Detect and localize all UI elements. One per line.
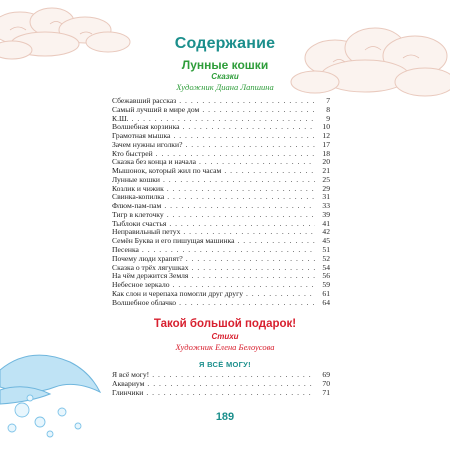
toc-entry-title: Почему люди храпят? xyxy=(112,253,183,263)
toc-entry-page: 17 xyxy=(322,139,330,149)
toc-dot-leader xyxy=(173,132,315,141)
page-title: Содержание xyxy=(174,35,276,52)
toc-dot-leader xyxy=(191,272,315,281)
section-illustrator-credit: Художник Диана Лапшина xyxy=(176,82,274,92)
toc-entry-title: Песенка xyxy=(112,245,139,255)
toc-entry-page: 29 xyxy=(322,183,330,193)
toc-entry-title: Семён Буква и его пишущая машинка xyxy=(112,236,235,246)
toc-entry-title: Мышонок, который жил по часам xyxy=(112,166,222,176)
toc-entry-page: 64 xyxy=(322,297,330,307)
toc-entry-page: 39 xyxy=(322,209,330,219)
section-subtitle-skazki: Сказки xyxy=(211,72,239,81)
toc-dot-leader xyxy=(224,167,315,176)
toc-entry-title: Тыблоки счастья xyxy=(112,218,167,228)
toc-entry-page: 9 xyxy=(326,113,330,123)
toc-entry-title: Флюм-пам-пам xyxy=(112,201,162,211)
toc-dot-leader xyxy=(167,185,315,194)
toc-dot-leader xyxy=(237,237,315,246)
toc-section-1 xyxy=(112,97,330,307)
toc-entry-title: Лунные кошки xyxy=(112,174,160,184)
toc-entry-title: На чём держится Земля xyxy=(112,271,189,281)
toc-entry-title: Сказка без конца и начала xyxy=(112,157,196,167)
toc-entry-title: Глинчики xyxy=(112,387,144,397)
toc-section-2 xyxy=(112,371,330,397)
toc-entry-page: 12 xyxy=(322,131,330,141)
toc-dot-leader xyxy=(152,371,315,380)
toc-dot-leader xyxy=(192,264,315,273)
toc-dot-leader xyxy=(164,202,315,211)
toc-dot-leader xyxy=(169,220,315,229)
toc-entry-page: 52 xyxy=(322,253,330,263)
toc-entry-title: К.Ш. xyxy=(112,113,129,123)
toc-dot-leader xyxy=(185,141,315,150)
toc-entry-page: 10 xyxy=(322,122,330,132)
section-subtitle-stikhi: Стихи xyxy=(211,332,239,341)
toc-dot-leader xyxy=(167,211,315,220)
toc-dot-leader xyxy=(167,193,315,202)
toc-dot-leader xyxy=(183,123,315,132)
toc-entry xyxy=(112,106,330,115)
section-title-takoy-bolshoy-podarok: Такой большой подарок! xyxy=(153,318,297,330)
toc-entry-page: 45 xyxy=(322,236,330,246)
subsection-title: Я ВСЁ МОГУ! xyxy=(199,360,251,369)
toc-entry-title: Самый лучший в мире дом xyxy=(112,104,200,114)
toc-entry-page: 59 xyxy=(322,280,330,290)
toc-dot-leader xyxy=(186,255,315,264)
toc-entry xyxy=(112,380,330,389)
toc-entry-page: 41 xyxy=(322,218,330,228)
toc-entry-title: Волшебное облачко xyxy=(112,297,177,307)
toc-entry-page: 56 xyxy=(322,271,330,281)
toc-dot-leader xyxy=(146,389,315,398)
toc-entry-page: 21 xyxy=(322,166,330,176)
page-number: 189 xyxy=(215,411,235,423)
toc-entry-title: Волшебная корзинка xyxy=(112,122,180,132)
toc-entry-page: 20 xyxy=(322,157,330,167)
toc-entry-title: Грамотная мышка xyxy=(112,131,171,141)
toc-entry-page: 54 xyxy=(322,262,330,272)
toc-entry-title: Козлик и чижик xyxy=(112,183,164,193)
toc-entry-page: 8 xyxy=(326,104,330,114)
toc-entry-page: 51 xyxy=(322,245,330,255)
toc-entry xyxy=(112,237,330,246)
toc-dot-leader xyxy=(202,106,315,115)
toc-entry-page: 33 xyxy=(322,201,330,211)
toc-entry-title: Я всё могу! xyxy=(112,370,150,379)
section-title-lunnye-koshki: Лунные кошки xyxy=(181,58,269,72)
toc-entry-page: 25 xyxy=(322,174,330,184)
toc-entry-title: Свинка-копилка xyxy=(112,192,165,202)
toc-dot-leader xyxy=(246,290,315,299)
toc-entry-page: 42 xyxy=(322,227,330,237)
toc-entry-page: 69 xyxy=(322,370,330,379)
toc-entry-page: 71 xyxy=(322,387,330,397)
toc-dot-leader xyxy=(179,97,315,106)
toc-entry xyxy=(112,299,330,308)
toc-entry-page: 61 xyxy=(322,288,330,298)
toc-entry-title: Аквариум xyxy=(112,378,145,388)
toc-entry-title: Небесное зеркало xyxy=(112,280,170,290)
toc-entry-title: Сказка о трёх лягушках xyxy=(112,262,189,272)
toc-entry-title: Как слон и черепаха помогли друг другу xyxy=(112,288,243,298)
toc-dot-leader xyxy=(163,176,315,185)
toc-entry-page: 18 xyxy=(322,148,330,158)
toc-entry-title: Тигр в клеточку xyxy=(112,209,164,219)
section-illustrator-credit: Художник Елена Белоусова xyxy=(175,342,275,352)
toc-entry-title: Кто быстрей xyxy=(112,148,153,158)
toc-entry-title: Неправильный петух xyxy=(112,227,181,237)
toc-dot-leader xyxy=(179,299,315,308)
toc-entry-title: Сбежавший рассказ xyxy=(112,96,177,105)
toc-entry xyxy=(112,371,330,380)
toc-entry-page: 31 xyxy=(322,192,330,202)
toc-entry-page: 7 xyxy=(326,96,330,105)
toc-entry xyxy=(112,389,330,398)
toc-entry-page: 70 xyxy=(322,378,330,388)
toc-dot-leader xyxy=(147,380,315,389)
toc-entry-title: Зачем нужны иголки? xyxy=(112,139,183,149)
